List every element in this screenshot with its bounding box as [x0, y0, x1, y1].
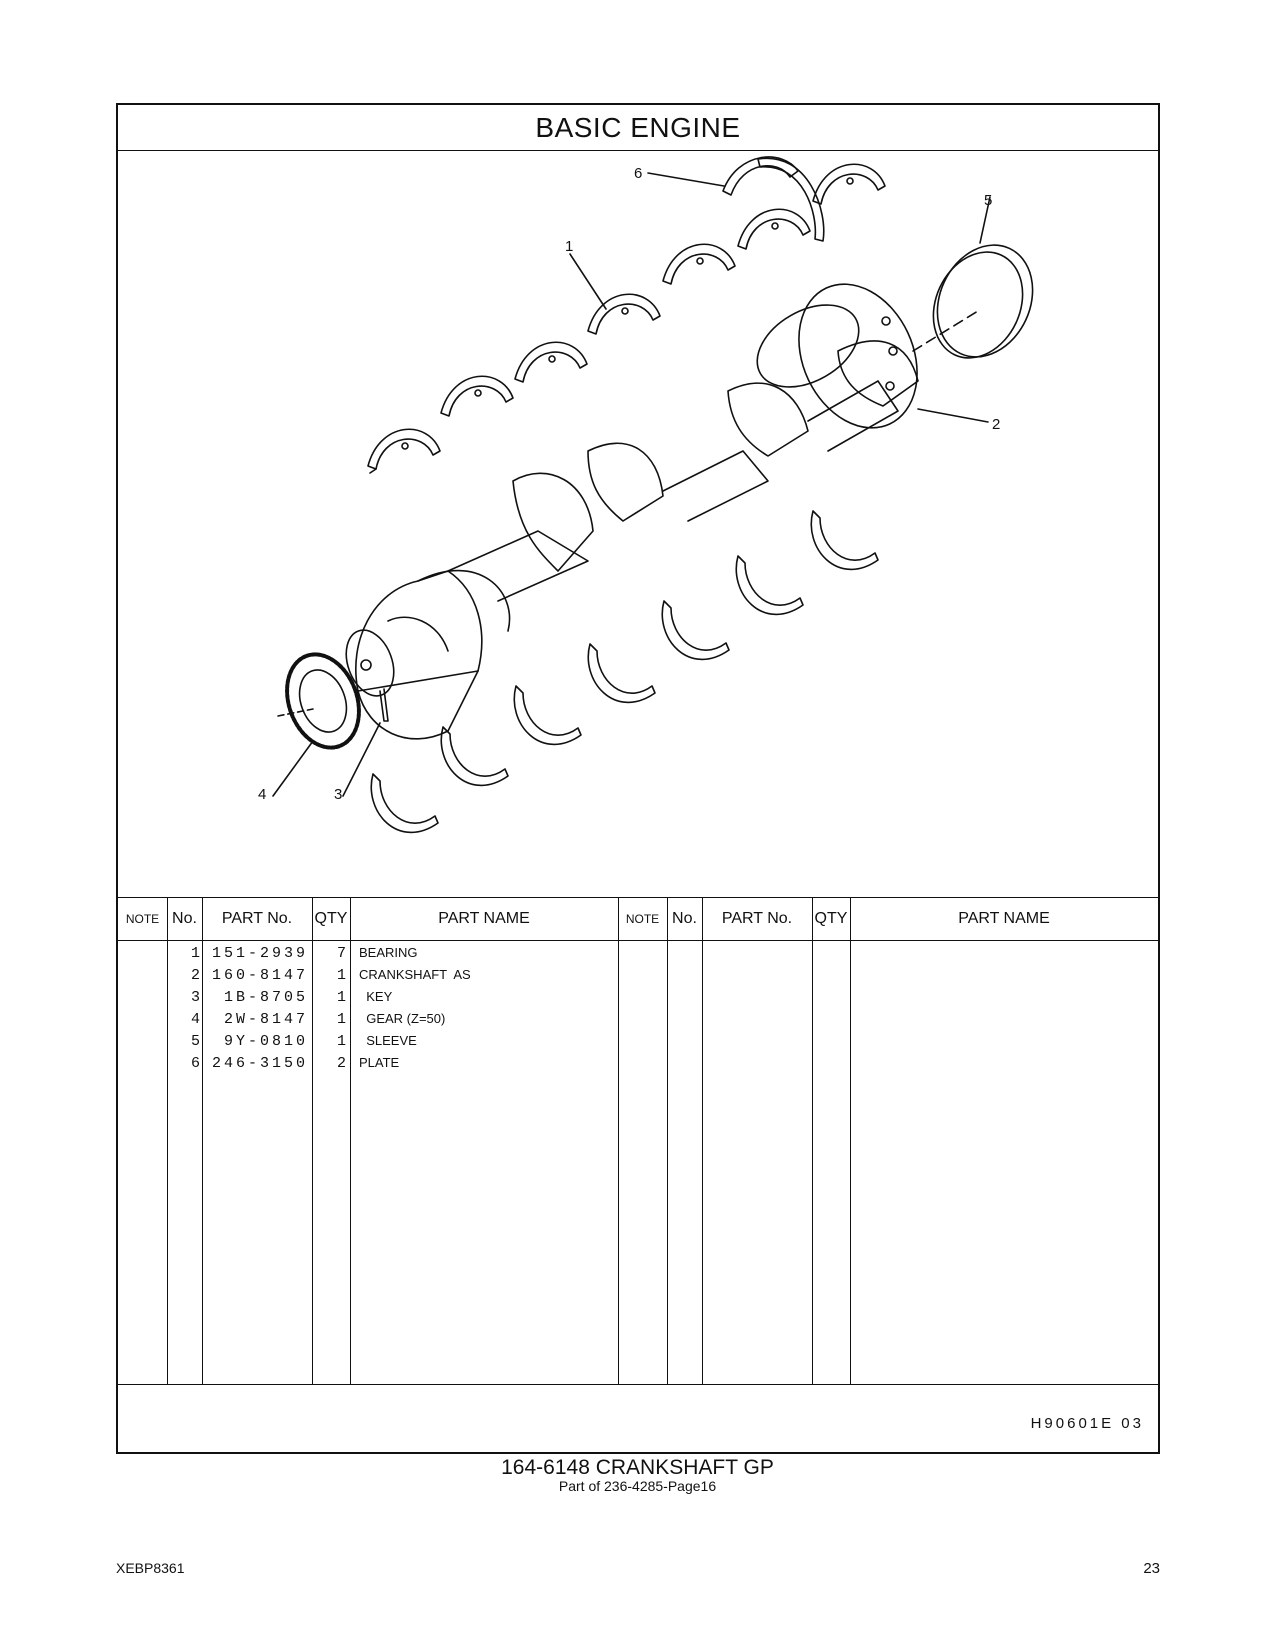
- row-part-no: 160-8147: [211, 967, 308, 984]
- row-qty: 1: [336, 989, 346, 1006]
- lower-bearing-shell-4: [588, 644, 655, 702]
- lower-bearing-shell-7: [811, 511, 878, 569]
- lower-bearing-shell-3: [514, 686, 581, 744]
- row-part-no: 151-2939: [211, 945, 308, 962]
- callout-2: 2: [992, 416, 1001, 433]
- crankshaft-exploded-illustration: [118, 151, 1158, 897]
- lower-bearing-shell-2: [441, 727, 508, 785]
- row-qty: 1: [336, 967, 346, 984]
- table-row: [118, 1011, 1158, 1033]
- document-id: XEBP8361: [116, 1560, 185, 1576]
- upper-bearing-shell-1: [368, 429, 440, 473]
- table-row: [118, 945, 1158, 967]
- callout-4: 4: [258, 786, 267, 803]
- row-part-name: BEARING: [359, 945, 418, 960]
- col-part-no: PART No.: [221, 910, 293, 927]
- row-no: 5: [190, 1033, 200, 1050]
- row-no: 2: [190, 967, 200, 984]
- col-part-no-right: PART No.: [721, 910, 793, 927]
- row-qty: 7: [336, 945, 346, 962]
- row-part-no: 9Y-0810: [223, 1033, 308, 1050]
- page-number: 23: [1143, 1560, 1160, 1577]
- group-title: 164-6148 CRANKSHAFT GP: [501, 1456, 774, 1479]
- col-note: NOTE: [125, 912, 160, 926]
- row-part-name: SLEEVE: [359, 1033, 417, 1048]
- col-qty-right: QTY: [814, 910, 848, 927]
- row-qty: 1: [336, 1011, 346, 1028]
- sleeve: [917, 229, 1051, 372]
- illustration-code: H90601E 03: [1030, 1415, 1144, 1432]
- row-part-name: KEY: [359, 989, 393, 1004]
- upper-bearing-shell-4: [588, 294, 660, 334]
- lower-bearing-shell-5: [662, 601, 729, 659]
- upper-bearing-shell-2: [441, 376, 513, 416]
- callout-1: 1: [565, 238, 574, 255]
- row-part-no: 246-3150: [211, 1055, 308, 1072]
- col-note-right: NOTE: [625, 912, 660, 926]
- upper-bearing-shell-6: [738, 209, 810, 249]
- parts-table-body: [118, 941, 1158, 1385]
- lower-bearing-shell-1: [371, 774, 438, 832]
- section-title: BASIC ENGINE: [118, 105, 1158, 151]
- table-row: [118, 989, 1158, 1011]
- lower-bearing-shell-6: [736, 556, 803, 614]
- parts-table-header: [118, 897, 1158, 941]
- row-part-name: CRANKSHAFT AS: [359, 967, 471, 982]
- parts-page-frame: [116, 103, 1160, 1454]
- row-no: 6: [190, 1055, 200, 1072]
- table-row: [118, 1033, 1158, 1055]
- upper-bearing-shell-5: [663, 244, 735, 284]
- timing-gear: [275, 644, 372, 757]
- group-subtitle: Part of 236-4285-Page16: [558, 1478, 717, 1494]
- row-no: 1: [190, 945, 200, 962]
- row-part-name: PLATE: [359, 1055, 400, 1070]
- row-part-no: 2W-8147: [223, 1011, 308, 1028]
- col-part-name-right: PART NAME: [958, 910, 1050, 927]
- crankshaft-body: [356, 265, 940, 739]
- col-no: No.: [172, 910, 197, 927]
- row-no: 4: [190, 1011, 200, 1028]
- upper-bearing-shell-3: [515, 342, 587, 382]
- callout-3: 3: [334, 786, 343, 803]
- row-qty: 2: [336, 1055, 346, 1072]
- table-row: [118, 1055, 1158, 1077]
- callout-5: 5: [984, 192, 993, 209]
- col-no-right: No.: [672, 910, 697, 927]
- row-qty: 1: [336, 1033, 346, 1050]
- col-qty: QTY: [314, 910, 348, 927]
- col-part-name: PART NAME: [438, 910, 530, 927]
- row-no: 3: [190, 989, 200, 1006]
- row-part-no: 1B-8705: [223, 989, 308, 1006]
- upper-bearing-shell-7: [813, 164, 885, 204]
- row-part-name: GEAR (Z=50): [359, 1011, 446, 1026]
- table-row: [118, 967, 1158, 989]
- callout-6: 6: [634, 165, 643, 182]
